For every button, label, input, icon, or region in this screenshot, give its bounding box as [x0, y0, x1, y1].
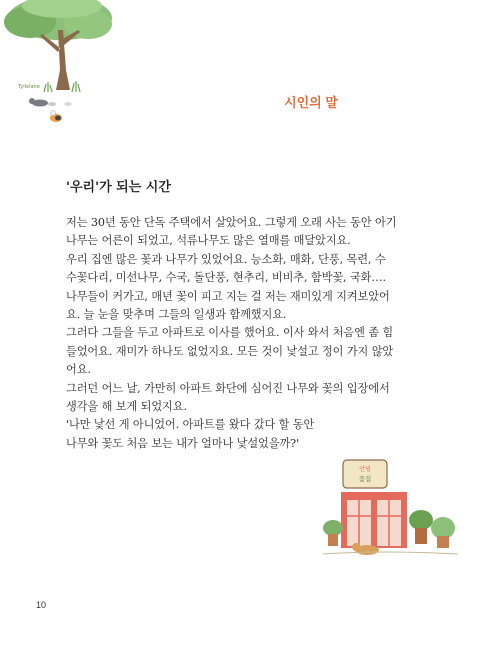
tree-canopy	[4, 0, 112, 40]
shop-sign-board	[343, 460, 387, 488]
body-line: 나무는 어른이 되었고, 석류나무도 많은 열매를 매달았지요.	[66, 234, 351, 248]
body-line: 저는 30년 동안 단독 주택에서 살았어요. 그렇게 오래 사는 동안 아기	[66, 216, 397, 229]
body-line: 생각을 해 보게 되었지요.	[66, 399, 187, 413]
body-line: 그러던 어느 날, 가만히 아파트 화단에 심어진 나무와 꽃의 입장에서	[66, 381, 390, 395]
body-line: 그러다 그들을 두고 아파트로 이사를 했어요. 이사 와서 처음엔 좀 힘	[66, 326, 394, 340]
body-line: '나만 낯선 게 아니었어. 아파트를 왔다 갔다 할 동안	[66, 418, 315, 432]
page-number: 10	[36, 600, 47, 610]
body-line: 요. 늘 눈을 맞추며 그들의 일생과 함께했지요.	[66, 307, 287, 321]
kitten-icon	[50, 110, 62, 122]
body-line: 어요.	[66, 363, 91, 377]
shop-building	[341, 492, 407, 548]
shop-sign-line1: 안녕	[359, 466, 371, 473]
body-line: 나무들이 커가고, 매년 꽃이 피고 지는 걸 저는 재미있게 지켜보았어	[66, 289, 390, 303]
shop-sign-line2: 꽃집	[358, 475, 372, 483]
ground-line	[323, 552, 458, 554]
body-line: 들었어요. 재미가 하나도 없었지요. 모든 것이 낯설고 정이 가지 않았	[66, 344, 394, 358]
body-line: 수꽃다리, 미선나무, 수국, 돌단풍, 현추리, 비비추, 함박꽃, 국화….	[66, 271, 386, 285]
tree-caption: Tyllelane	[18, 84, 40, 90]
subtitle: '우리'가 되는 시간	[66, 180, 171, 195]
section-title-wrap	[0, 92, 500, 111]
body-line: 우리 집엔 많은 꽃과 나무가 있었어요. 능소화, 매화, 단풍, 목련, 수	[66, 252, 386, 266]
body-line: 나무와 꽃도 처음 보는 내가 얼마나 낯설었을까?'	[66, 436, 300, 450]
section-title: 시인의 말	[284, 95, 338, 110]
flower-shop-illustration	[323, 458, 458, 558]
body-text	[66, 214, 436, 453]
